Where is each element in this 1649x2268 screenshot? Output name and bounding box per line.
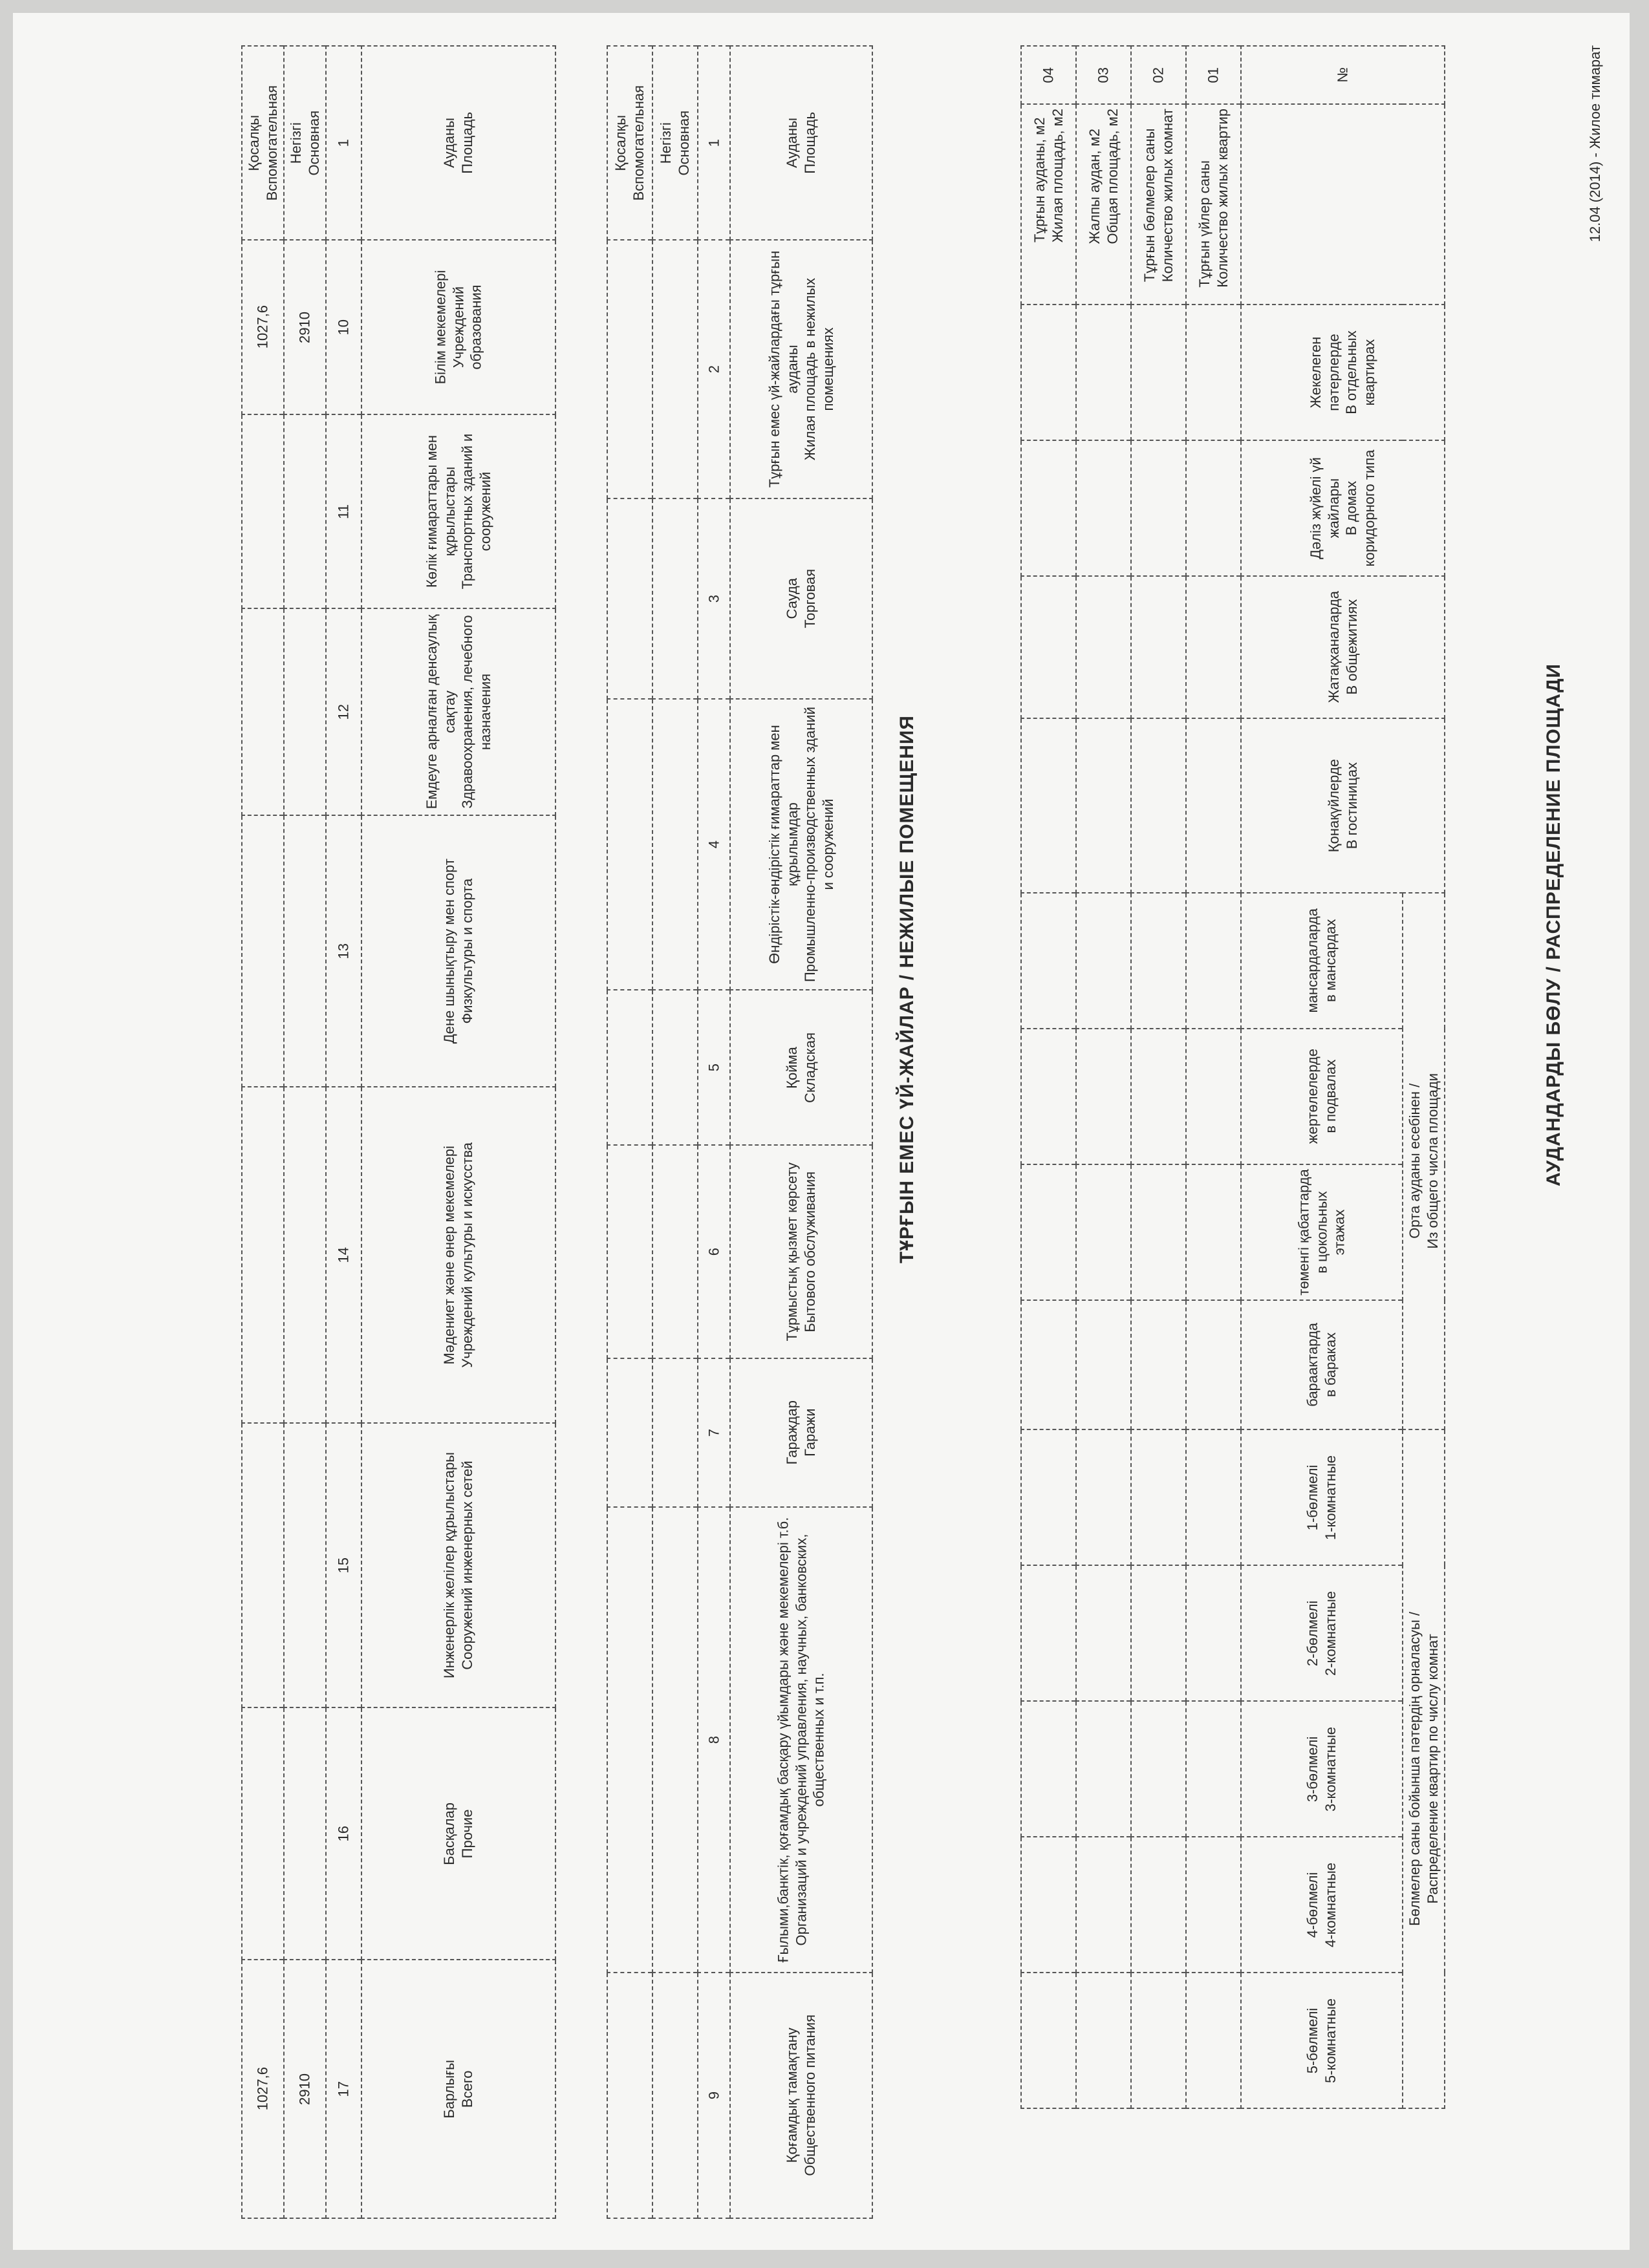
header-consumer-services: Тұрмыстық қызмет көрсету Бытового обслуживания — [730, 1145, 872, 1358]
header-living-area-in-nonres: Тұрғын емес үй-жайлардағы тұрғын ауданы Жилая площадь в нежилых помещениях — [730, 240, 872, 498]
row-label: Қосалқы Вспомогательная — [607, 46, 652, 240]
header-corridor-houses: Дәліз жүйелі үй жайлары В домах коридорного типа — [1241, 440, 1445, 576]
header-healthcare: Емдеуге арналған денсаулық сақтау Здравоохранения, лечебного назначения — [361, 608, 555, 815]
header-engineering: Инженерлік желілер құрылыстары Сооружений инженерных сетей — [361, 1423, 555, 1707]
row-label: Қосалқы Вспомогательная — [242, 46, 284, 240]
header-barracks: бараактарда в бараках — [1241, 1300, 1403, 1429]
table-row — [1076, 46, 1131, 2108]
header-3-room: 3-бөлмелі 3-комнатные — [1241, 1701, 1403, 1837]
table-row — [652, 46, 698, 2218]
nonresidential-title: ТҰРҒЫН ЕМЕС ҮЙ-ЖАЙЛАР / НЕЖИЛЫЕ ПОМЕЩЕНИЯ — [896, 714, 918, 1264]
header-rooms-distribution: Бөлмелер саны бойынша пәтердің орналасуы / Распределение квартир по числу комнат — [1403, 1429, 1445, 2108]
header-hotels: Қонақүйлерде В гостиницах — [1241, 718, 1445, 893]
header-area: Ауданы Площадь — [730, 46, 872, 240]
header-culture: Мәдениет және өнер мекемелері Учреждений культуры и искусства — [361, 1087, 555, 1423]
header-garages: Гараждар Гаражи — [730, 1358, 872, 1507]
row-number: 01 — [1186, 46, 1241, 104]
row-number: 04 — [1021, 46, 1076, 104]
header-upper-floors: жертөлелерде в подвалах — [1241, 1029, 1403, 1164]
header-of-total-area: Орта ауданы есебінен / Из общего числа площади — [1403, 893, 1445, 1429]
nonresidential-premises-table-2 — [241, 45, 556, 2219]
header-transport: Көлік ғимараттары мен құрылыстары Транспортных зданий и сооружений — [361, 414, 555, 608]
table-row — [607, 46, 652, 2218]
table-row — [284, 46, 326, 2218]
row-label: Негізгі Основная — [284, 46, 326, 240]
header-warehouse: Қойма Складская — [730, 990, 872, 1145]
header-blank — [1241, 104, 1445, 305]
nonresidential-premises-table — [607, 45, 873, 2219]
header-basement-floors: төменгі қабаттарда в цокольных этажах — [1241, 1164, 1403, 1300]
areas-distribution-table — [1020, 45, 1445, 2109]
header-industrial: Өндірістік-өндірістік ғимараттар мен құрылымдар Промышленно-производственных зданий и сооружений — [730, 699, 872, 990]
areas-table-title: АУДАНДАРДЫ БӨЛУ / РАСПРЕДЕЛЕНИЕ ПЛОЩАДИ — [1543, 663, 1564, 1186]
header-catering: Қоғамдық тамақтану Общественного питания — [730, 1973, 872, 2218]
header-mansards: мансардаларда в мансардах — [1241, 893, 1403, 1029]
header-other: Басқалар Прочие — [361, 1707, 555, 1960]
header-4-room: 4-бөлмелі 4-комнатные — [1241, 1837, 1403, 1973]
header-trade: Сауда Торговая — [730, 498, 872, 699]
header-dormitories: Жатақханаларда В общежитиях — [1241, 576, 1445, 718]
row-number: 02 — [1131, 46, 1186, 104]
table-row — [1131, 46, 1186, 2108]
header-1-room: 1-бөлмелі 1-комнатные — [1241, 1429, 1403, 1565]
header-5-room: 5-бөлмелі 5-комнатные — [1241, 1973, 1403, 2108]
header-no: № — [1241, 46, 1445, 104]
row-number: 03 — [1076, 46, 1131, 104]
cell-total: 1027,6 — [242, 1960, 284, 2218]
header-2-room: 2-бөлмелі 2-комнатные — [1241, 1565, 1403, 1701]
header-total: Барлығы Всего — [361, 1960, 555, 2218]
row-label: Тұрғын ауданы, м2 Жилая площадь, м2 — [1021, 104, 1076, 305]
table-row — [1021, 46, 1076, 2108]
cell-value: 2910 — [284, 240, 326, 414]
row-label: Тұрғын бөлмелер саны Количество жилых комнат — [1131, 104, 1186, 305]
row-label: Тұрғын үйлер саны Количество жилых квартир — [1186, 104, 1241, 305]
header-separate-apartments: Жекелеген пәтерлерде В отдельных квартирах — [1241, 305, 1445, 440]
header-sports: Дене шынықтыру мен спорт Физкультуры и спорта — [361, 815, 555, 1087]
table-row — [1186, 46, 1241, 2108]
page-caption: 12.04 (2014) - Жилое тимарат — [1587, 45, 1603, 242]
row-label: Негізгі Основная — [652, 46, 698, 240]
header-education: Білім мекемелері Учреждений образования — [361, 240, 555, 414]
header-area: Ауданы Площадь — [361, 46, 555, 240]
header-organizations: Ғылыми,банктік, қоғамдық басқару үйымдары және мекемелері т.б. Организаций и учреждений управления, научных, банковских, общественных и т.п. — [730, 1507, 872, 1973]
cell-total: 2910 — [284, 1960, 326, 2218]
column-numbers-row: 1 2 3 4 5 6 7 8 9 — [698, 46, 730, 2218]
column-numbers-row: 1 10 11 12 13 14 15 16 17 — [326, 46, 361, 2218]
cell-value: 1027,6 — [242, 240, 284, 414]
rotated-content — [26, 19, 1617, 2243]
document-page — [13, 13, 1630, 2250]
row-label: Жалпы аудан, м2 Общая площадь, м2 — [1076, 104, 1131, 305]
table-row — [242, 46, 284, 2218]
